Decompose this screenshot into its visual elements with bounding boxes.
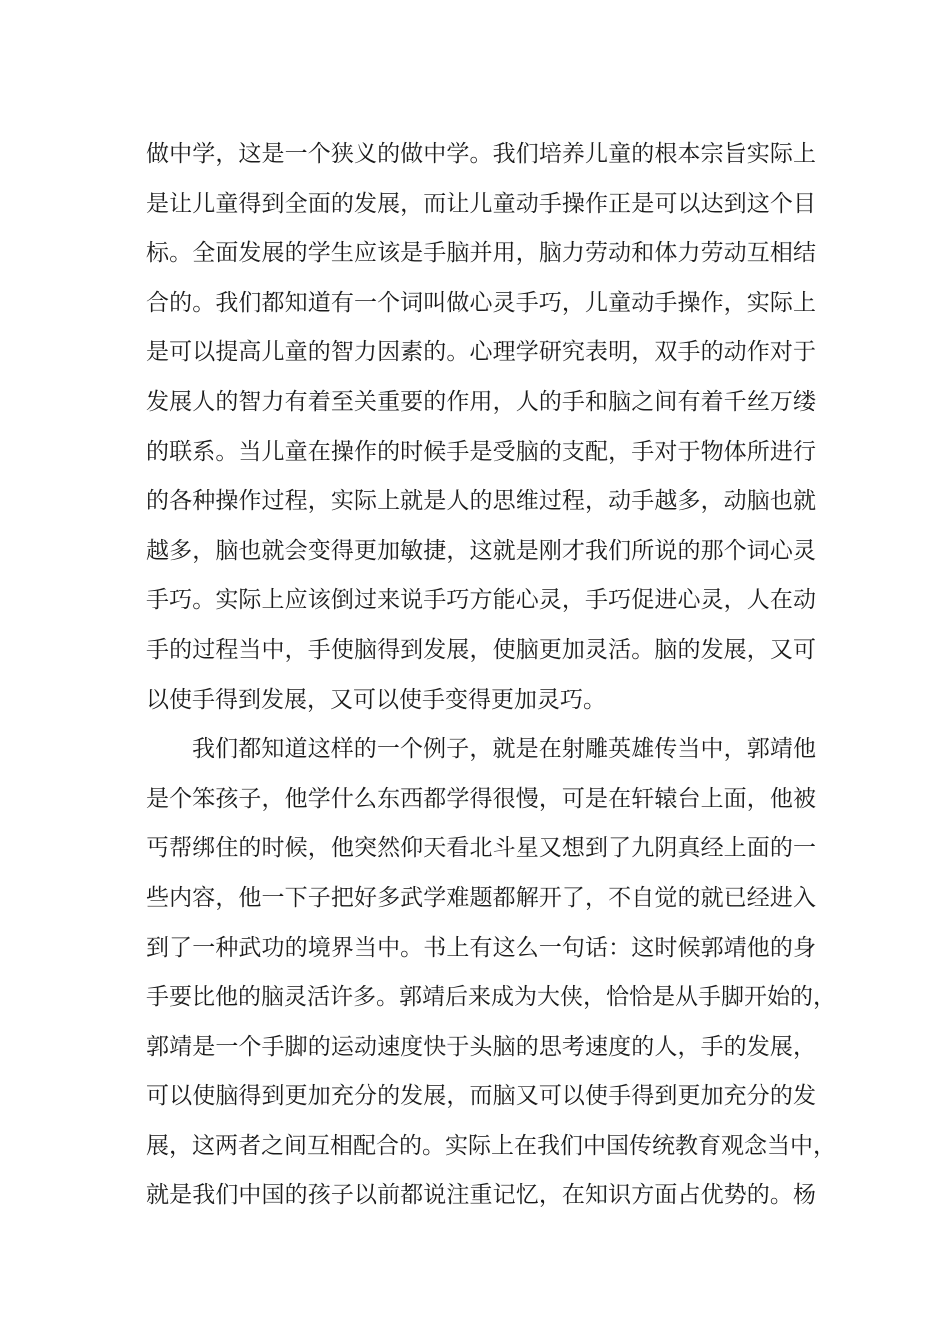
text-line: 手要比他的脑灵活许多。郭靖后来成为大侠，恰恰是从手脚开始的， bbox=[146, 984, 836, 1011]
text-line: 丐帮绑住的时候，他突然仰天看北斗星又想到了九阴真经上面的一 bbox=[146, 835, 816, 862]
text-line: 就是我们中国的孩子以前都说注重记忆，在知识方面占优势的。杨 bbox=[146, 1182, 816, 1209]
text-line: 是个笨孩子，他学什么东西都学得很慢，可是在轩辕台上面，他被 bbox=[146, 785, 816, 812]
text-line: 是让儿童得到全面的发展，而让儿童动手操作正是可以达到这个目 bbox=[146, 190, 816, 217]
text-line: 的各种操作过程，实际上就是人的思维过程，动手越多，动脑也就 bbox=[146, 488, 816, 515]
text-line: 展，这两者之间互相配合的。实际上在我们中国传统教育观念当中， bbox=[146, 1132, 836, 1159]
text-line: 合的。我们都知道有一个词叫做心灵手巧，儿童动手操作，实际上 bbox=[146, 289, 816, 316]
paragraph-start-line: 我们都知道这样的一个例子，就是在射雕英雄传当中，郭靖他 bbox=[192, 736, 816, 763]
text-line: 是可以提高儿童的智力因素的。心理学研究表明，双手的动作对于 bbox=[146, 339, 816, 366]
body-text bbox=[146, 130, 836, 1221]
text-line: 郭靖是一个手脚的运动速度快于头脑的思考速度的人，手的发展， bbox=[146, 1033, 816, 1060]
text-line: 的联系。当儿童在操作的时候手是受脑的支配，手对于物体所进行 bbox=[146, 438, 816, 465]
text-line: 标。全面发展的学生应该是手脑并用，脑力劳动和体力劳动互相结 bbox=[146, 240, 816, 267]
text-line: 到了一种武功的境界当中。书上有这么一句话：这时候郭靖他的身 bbox=[146, 934, 816, 961]
text-line: 些内容，他一下子把好多武学难题都解开了，不自觉的就已经进入 bbox=[146, 884, 816, 911]
text-line: 以使手得到发展，又可以使手变得更加灵巧。 bbox=[146, 686, 606, 713]
text-line: 手巧。实际上应该倒过来说手巧方能心灵，手巧促进心灵，人在动 bbox=[146, 587, 816, 614]
text-line: 发展人的智力有着至关重要的作用，人的手和脑之间有着千丝万缕 bbox=[146, 388, 816, 415]
text-line: 可以使脑得到更加充分的发展，而脑又可以使手得到更加充分的发 bbox=[146, 1083, 816, 1110]
text-line: 做中学，这是一个狭义的做中学。我们培养儿童的根本宗旨实际上 bbox=[146, 141, 816, 167]
text-line: 手的过程当中，手使脑得到发展，使脑更加灵活。脑的发展，又可 bbox=[146, 636, 816, 663]
text-line: 越多，脑也就会变得更加敏捷，这就是刚才我们所说的那个词心灵 bbox=[146, 537, 816, 564]
